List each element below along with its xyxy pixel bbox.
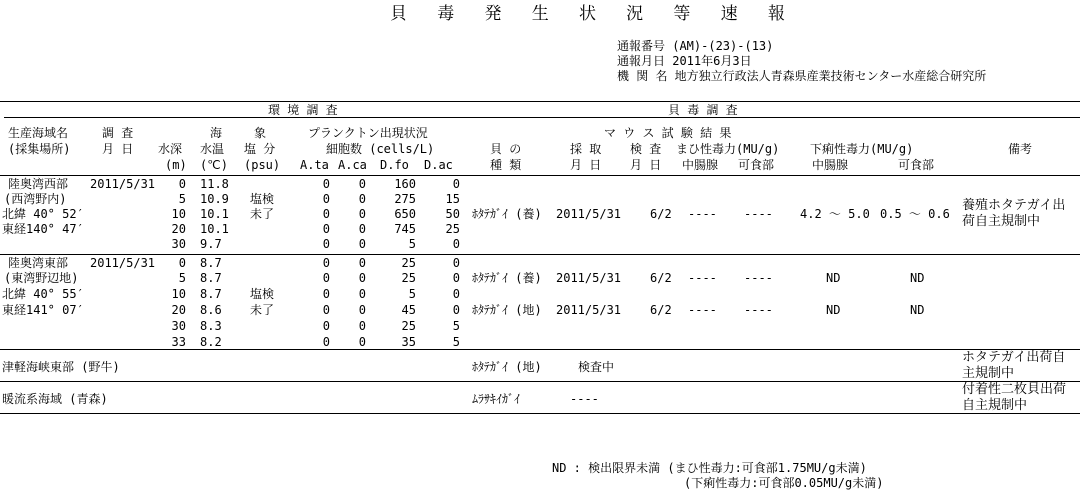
station-divider-3 [0,381,1080,382]
temp-value: 11.8 [200,177,229,191]
dfo-value: 35 [401,335,416,349]
dfo-heading: D.fo [380,158,409,172]
temp-value: 8.7 [200,271,222,285]
env-section-rule [4,117,474,118]
depth-value: 30 [171,237,186,251]
survey-heading: 調 査 [102,126,134,140]
dsp-edible-heading: 可食部 [898,158,935,172]
report-number: 通報番号 (AM)-(23)-(13) [617,39,774,53]
table-top-rule [0,101,1080,102]
ata-heading: A.ta [300,158,329,172]
temp-value: 10.1 [200,207,229,221]
sea-heading: 海 [210,126,223,140]
dac-value: 0 [452,177,460,191]
aca-value: 0 [358,335,366,349]
dfo-value: 45 [401,303,416,317]
temp-value: 8.3 [200,319,222,333]
dac-value: 25 [445,222,460,236]
dac-value: 0 [452,256,460,270]
dsp-midgut-heading: 中腸腺 [812,158,849,172]
temp-value: 10.1 [200,222,229,236]
inspection-date: 6/2 [650,303,672,317]
dac-value: 0 [452,303,460,317]
dsp-midgut-value: ND [826,271,841,285]
remark-line-2: 荷自主規制中 [962,214,1041,229]
ata-value: 0 [322,222,330,236]
temp-value: 8.7 [200,256,222,270]
remark-line-1: ホタテガイ出荷自 [962,350,1066,365]
dfo-value: 160 [394,177,416,191]
station-divider-2 [0,349,1080,350]
station-longitude: 東経141° 07′ [2,303,84,317]
temp-value: 8.2 [200,335,222,349]
shell-species: ﾎﾀﾃｶﾞｲ (養) [472,271,542,285]
inspection-heading-1: 検 査 [630,142,662,156]
remark-line-2: 主規制中 [962,366,1015,381]
aca-value: 0 [358,271,366,285]
ata-value: 0 [322,319,330,333]
dac-heading: D.ac [424,158,453,172]
shell-species-heading-2: 種 類 [490,158,522,172]
ata-value: 0 [322,256,330,270]
station-name: 陸奥湾東部 [8,256,69,270]
station-name: 陸奥湾西部 [8,177,69,191]
catch-date: 2011/5/31 [556,207,622,221]
psp-heading: まひ性毒力(MU/g) [676,142,780,156]
salinity-value: 未了 [250,207,275,221]
catch-date: 2011/5/31 [556,303,622,317]
condition-heading: 象 [254,126,267,140]
shell-species: ﾑﾗｻｷｲｶﾞｲ [472,392,521,406]
footnote-line-1: ND : 検出限界未満 (まひ性毒力:可食部1.75MU/g未満) [552,461,867,475]
aca-value: 0 [358,319,366,333]
dfo-value: 650 [394,207,416,221]
dac-value: 0 [452,271,460,285]
depth-value: 5 [178,271,186,285]
catch-heading-1: 採 取 [570,142,602,156]
plankton-heading: プランクトン出現状況 [308,126,428,140]
dsp-edible-value: ND [910,303,925,317]
dfo-value: 275 [394,192,416,206]
psp-midgut-value: ---- [688,271,717,285]
dfo-value: 5 [408,237,416,251]
dfo-value: 25 [401,256,416,270]
remark-line-1: 付着性二枚貝出荷 [962,382,1067,397]
cell-count-heading: 細胞数 (cells/L) [326,142,435,156]
dsp-edible-value: ND [910,271,925,285]
dsp-midgut-value: ND [826,303,841,317]
temp-value: 9.7 [200,237,222,251]
salinity-value: 未了 [250,303,275,317]
aca-value: 0 [358,287,366,301]
survey-date-heading: 月 日 [102,142,134,156]
dac-value: 5 [452,319,460,333]
dac-value: 15 [445,192,460,206]
depth-value: 20 [171,222,186,236]
aca-value: 0 [358,177,366,191]
shell-species-heading-1: 貝 の [490,142,522,156]
table-bottom-rule [0,413,1080,414]
ata-value: 0 [322,207,330,221]
remark-line-1: 養殖ホタテガイ出 [962,198,1066,213]
station-latitude: 北緯 40° 55′ [2,287,84,301]
temp-value: 8.7 [200,287,222,301]
station-place: (東湾野辺地) [4,271,79,285]
temp-value: 10.9 [200,192,229,206]
salinity-value: 塩検 [250,192,275,206]
ata-value: 0 [322,177,330,191]
depth-value: 10 [171,207,186,221]
shellfish-survey-heading: 貝 毒 調 査 [668,103,738,117]
depth-value: 10 [171,287,186,301]
dac-value: 0 [452,287,460,301]
salinity-unit: (psu) [244,158,281,172]
ata-value: 0 [322,271,330,285]
dfo-value: 25 [401,319,416,333]
ata-value: 0 [322,303,330,317]
agency-name: 機 関 名 地方独立行政法人青森県産業技術センター水産総合研究所 [617,69,987,83]
mouse-test-heading: マ ウ ス 試 験 結 果 [604,126,732,140]
remark-line-2: 自主規制中 [962,398,1028,413]
catch-heading-2: 月 日 [570,158,602,172]
station-name: 津軽海峡東部 (野牛) [2,360,120,374]
footnote-line-2: (下痢性毒力:可食部0.05MU/g未満) [684,476,884,490]
salinity-heading: 塩 分 [244,142,276,156]
depth-value: 30 [171,319,186,333]
depth-heading: 水深 [158,142,183,156]
depth-unit: (m) [165,158,187,172]
remarks-heading: 備考 [1008,142,1033,156]
inspection-status: 検査中 [578,360,615,374]
sampling-place-heading: (採集場所) [8,142,71,156]
depth-value: 0 [178,177,186,191]
depth-value: 33 [171,335,186,349]
dsp-midgut-value: 4.2 ～ 5.0 [800,207,870,221]
env-survey-heading: 環 境 調 査 [268,103,338,117]
water-temp-unit: (℃) [200,158,228,172]
temp-value: 8.6 [200,303,222,317]
inspection-date: 6/2 [650,207,672,221]
dsp-edible-value: 0.5 ～ 0.6 [880,207,950,221]
station-latitude: 北緯 40° 52′ [2,207,84,221]
depth-value: 0 [178,256,186,270]
catch-date: 2011/5/31 [556,271,622,285]
aca-value: 0 [358,222,366,236]
report-date: 通報月日 2011年6月3日 [617,54,752,68]
station-name: 暖流系海域 (青森) [2,392,108,406]
aca-value: 0 [358,237,366,251]
dac-value: 50 [445,207,460,221]
psp-edible-value: ---- [744,271,773,285]
dac-value: 0 [452,237,460,251]
inspection-heading-2: 月 日 [630,158,662,172]
inspection-date: 6/2 [650,271,672,285]
shell-species: ﾎﾀﾃｶﾞｲ (地) [472,360,542,374]
water-temp-heading: 水温 [200,142,225,156]
page-title: 貝 毒 発 生 状 況 等 速 報 [390,4,795,24]
ata-value: 0 [322,237,330,251]
dfo-value: 745 [394,222,416,236]
psp-edible-heading: 可食部 [738,158,775,172]
ata-value: 0 [322,192,330,206]
dfo-value: 5 [408,287,416,301]
aca-value: 0 [358,256,366,270]
aca-value: 0 [358,192,366,206]
aca-value: 0 [358,207,366,221]
inspection-status: ---- [570,392,599,406]
shell-section-rule [473,117,1080,118]
survey-date: 2011/5/31 [90,177,156,191]
psp-midgut-value: ---- [688,207,717,221]
psp-edible-value: ---- [744,207,773,221]
station-divider-1 [0,254,1080,255]
area-name-heading: 生産海域名 [8,126,69,140]
ata-value: 0 [322,335,330,349]
depth-value: 5 [178,192,186,206]
shell-species: ﾎﾀﾃｶﾞｲ (地) [472,303,542,317]
psp-midgut-value: ---- [688,303,717,317]
dsp-heading: 下痢性毒力(MU/g) [810,142,914,156]
aca-heading: A.ca [338,158,367,172]
psp-edible-value: ---- [744,303,773,317]
dfo-value: 25 [401,271,416,285]
aca-value: 0 [358,303,366,317]
depth-value: 20 [171,303,186,317]
dac-value: 5 [452,335,460,349]
station-place: (西湾野内) [4,192,67,206]
salinity-value: 塩検 [250,287,275,301]
survey-date: 2011/5/31 [90,256,156,270]
ata-value: 0 [322,287,330,301]
shell-species: ﾎﾀﾃｶﾞｲ (養) [472,207,542,221]
station-longitude: 東経140° 47′ [2,222,84,236]
psp-midgut-heading: 中腸腺 [682,158,719,172]
header-bottom-rule [0,175,1080,176]
